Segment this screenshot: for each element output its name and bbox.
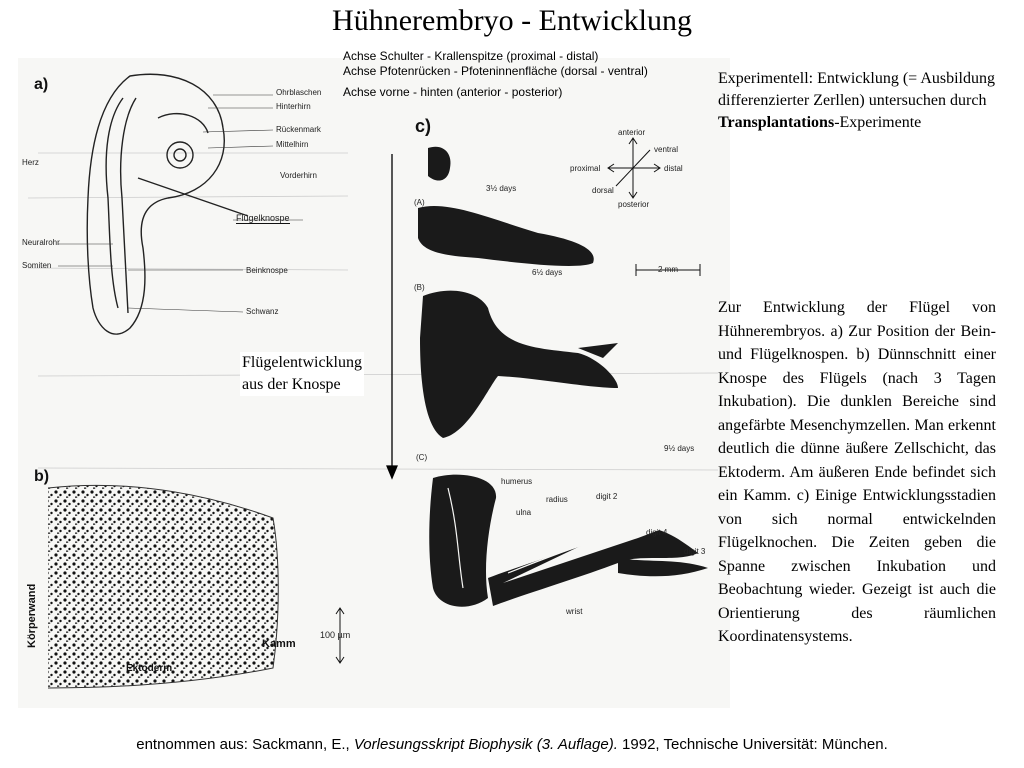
- citation-prefix: entnommen aus: Sackmann, E.,: [136, 736, 354, 753]
- label-koerperwand: Körperwand: [26, 583, 38, 648]
- label-hinterhirn: Hinterhirn: [276, 102, 311, 111]
- arrow-label-line-2: aus der Knospe: [242, 376, 341, 393]
- panel-c-letter: c): [415, 116, 432, 136]
- scan-lines: [28, 153, 718, 470]
- stage-days-1: 3½ days: [486, 184, 517, 193]
- bone-digit3: digit 3: [684, 547, 706, 556]
- experiment-note-rest: -Experimente: [834, 114, 922, 131]
- experiment-note-bold: Transplantations: [718, 114, 835, 131]
- label-scale-100um: 100 µm: [320, 630, 351, 640]
- axes-notes: [343, 49, 648, 100]
- stage-tag-c: (C): [416, 453, 428, 462]
- compass-proximal: proximal: [570, 164, 601, 173]
- scanned-figure: [18, 58, 730, 708]
- compass-ventral: ventral: [654, 145, 679, 154]
- wing-bones: [429, 475, 708, 607]
- stage-3-5-bud: [428, 147, 451, 181]
- stage-tag-a: (A): [414, 198, 425, 207]
- figure-drawing: [18, 58, 730, 708]
- label-kamm: Kamm: [262, 638, 296, 650]
- orientation-compass: [608, 138, 660, 198]
- label-ektoderm: Ektoderm: [126, 663, 173, 674]
- panel-a-letter: a): [34, 76, 49, 93]
- stage-9-5-limb: [420, 291, 618, 438]
- stage-6-5-bud: [418, 206, 594, 266]
- compass-distal: distal: [664, 164, 683, 173]
- figure-caption: Zur Entwicklung der Flügel von Hühnerembryos. a) Zur Position der Bein- und Flügelknospen. b) Dünnschnitt einer Knospe des Flügels (nach 3 Tagen Inkubation). Die dunklen Bereiche sind angefärbte Mesenchymzellen. Man erkennt deutlich die dünne äußere Zellschicht, das Ektoderm. Am äußeren Ende befindet sich ein Kamm. c) Einige Entwicklungsstadien von sich normal entwickelnden Flügelknochen. Die Zeiten geben die Spanne zwischen Inkubation und Beobachtung wieder. Gezeigt ist auch die Orientierung des räumlichen Koordinatensystems.: [718, 299, 996, 645]
- page-title: Hühnerembryo - Entwicklung: [332, 4, 692, 37]
- leader-lines: [58, 95, 303, 312]
- stage-days-2: 6½ days: [532, 268, 563, 277]
- label-mittelhirn: Mittelhirn: [276, 140, 309, 149]
- panel-b-letter: b): [34, 468, 50, 485]
- label-schwanz: Schwanz: [246, 307, 279, 316]
- label-fluegelknospe: Flügelknospe: [236, 213, 290, 223]
- experiment-note: [718, 68, 1008, 134]
- axis-note-1: Achse Schulter - Krallenspitze (proximal - distal): [343, 49, 599, 63]
- bone-digit2: digit 2: [596, 492, 618, 501]
- compass-posterior: posterior: [618, 200, 650, 209]
- bone-ulna: ulna: [516, 508, 532, 517]
- wing-bud-section: [48, 485, 278, 688]
- axis-note-3: Achse vorne - hinten (anterior - posterior): [343, 85, 563, 99]
- label-rueckenmark: Rückenmark: [276, 125, 321, 134]
- scale-2mm-label: 2 mm: [658, 265, 678, 274]
- label-somiten: Somiten: [22, 261, 52, 270]
- citation-title: Vorlesungsskript Biophysik (3. Auflage).: [353, 736, 618, 753]
- label-herz: Herz: [22, 158, 39, 167]
- experiment-note-text: Experimentell: Entwicklung (= Ausbildung differenzierter Zerllen) untersuchen durch: [718, 70, 995, 109]
- label-neuralrohr: Neuralrohr: [22, 238, 60, 247]
- bone-radius: radius: [546, 495, 568, 504]
- stage-tag-b: (B): [414, 283, 425, 292]
- axis-note-2: Achse Pfotenrücken - Pfoteninnenfläche (dorsal - ventral): [343, 64, 648, 78]
- bone-humerus: humerus: [501, 477, 533, 486]
- stage-days-3: 9½ days: [664, 444, 695, 453]
- bone-digit4: digit 4: [646, 528, 668, 537]
- label-ohrblaschen: Ohrblaschen: [276, 88, 322, 97]
- development-arrow: [387, 154, 397, 478]
- label-vorderhirn: Vorderhirn: [280, 171, 317, 180]
- compass-dorsal: dorsal: [592, 186, 614, 195]
- bone-wrist: wrist: [566, 607, 583, 616]
- citation-suffix: 1992, Technische Universität: München.: [617, 736, 888, 753]
- arrow-label: [240, 352, 364, 396]
- arrow-label-line-1: Flügelentwicklung: [242, 354, 362, 371]
- compass-anterior: anterior: [618, 128, 646, 137]
- source-citation: [0, 736, 1024, 753]
- embryo-outline: [87, 74, 248, 334]
- label-beinknospe: Beinknospe: [246, 266, 288, 275]
